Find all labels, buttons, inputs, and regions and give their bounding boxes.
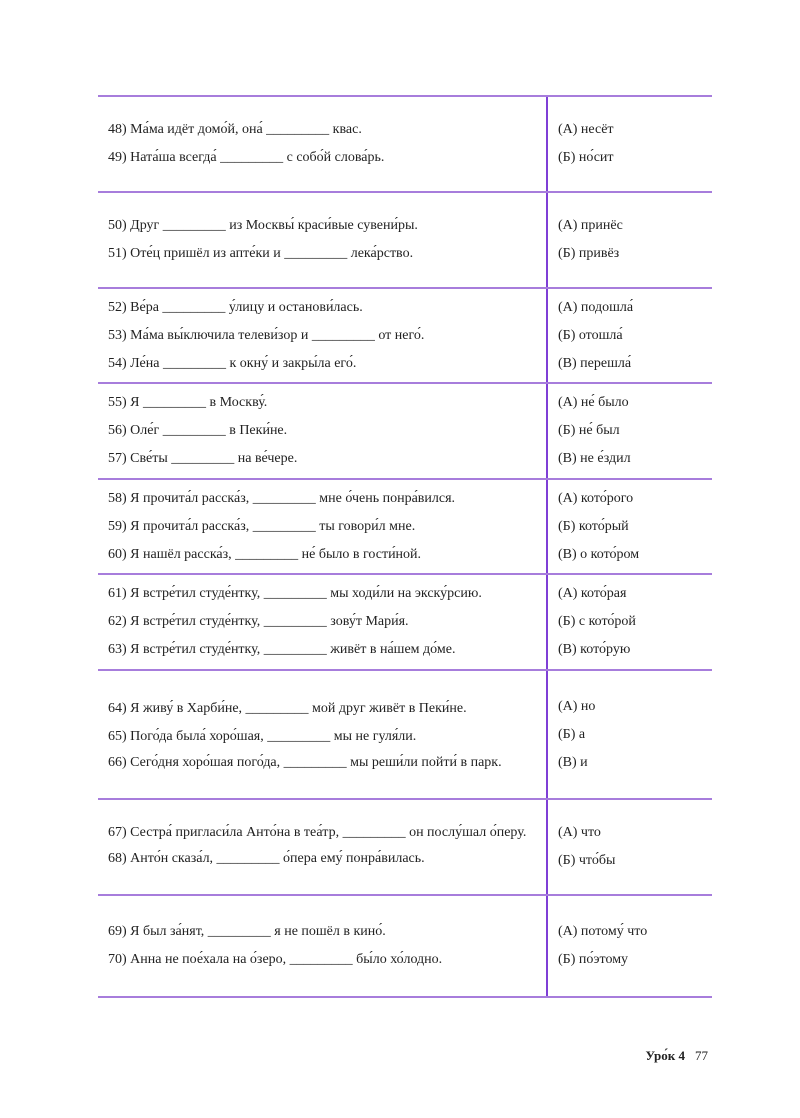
question-item: 68) Анто́н сказа́л, _________ о́пера ему́ понра́вилась. (108, 851, 425, 866)
questions-column (98, 575, 546, 669)
options-column (546, 575, 712, 669)
exercise-block (98, 798, 712, 894)
answer-option: (А) несёт (558, 122, 614, 137)
exercise-block (98, 573, 712, 669)
exercise-block (98, 191, 712, 287)
question-item: 60) Я нашёл расска́з, _________ не́ было в гости́ной. (108, 546, 422, 562)
question-item: 61) Я встре́тил студе́нтку, _________ мы ходи́ли на экску́рсию. (108, 586, 482, 601)
lesson-label: Уро́к 4 (645, 1048, 685, 1063)
answer-option: (А) не́ было (558, 395, 629, 410)
answer-option: (А) кото́рого (558, 490, 634, 506)
options-column (546, 97, 712, 191)
exercise-block (98, 382, 712, 478)
options-column (546, 289, 712, 382)
answer-option: (В) перешла́ (558, 355, 632, 371)
question-item: 64) Я живу́ в Харби́не, _________ мой друг живёт в Пеки́не. (108, 700, 467, 716)
exercise-block (98, 287, 712, 382)
options-column (546, 193, 712, 287)
answer-option: (А) кото́рая (558, 586, 627, 601)
question-item: 51) Оте́ц пришёл из апте́ки и _________ лека́рство. (108, 246, 414, 261)
question-item: 55) Я _________ в Москву́. (108, 395, 268, 410)
question-item: 66) Сего́дня хоро́шая пого́да, _________ мы реши́ли пойти́ в парк. (108, 754, 502, 770)
questions-column (98, 384, 546, 478)
answer-option: (Б) кото́рый (558, 518, 629, 534)
options-column (546, 896, 712, 996)
answer-option: (В) не е́здил (558, 451, 631, 466)
question-item: 59) Я прочита́л расска́з, _________ ты говори́л мне. (108, 518, 416, 534)
question-item: 58) Я прочита́л расска́з, _________ мне о́чень понра́вился. (108, 490, 456, 506)
question-item: 70) Анна не пое́хала на о́зеро, _________ бы́ло хо́лодно. (108, 952, 443, 967)
answer-option: (Б) с кото́рой (558, 614, 636, 629)
questions-column (98, 480, 546, 573)
answer-option: (Б) отошла́ (558, 327, 623, 343)
options-column (546, 800, 712, 894)
options-column (546, 480, 712, 573)
options-column (546, 671, 712, 798)
answer-option: (Б) что́бы (558, 853, 616, 868)
question-item: 67) Сестра́ пригласи́ла Анто́на в теа́тр, _________ он послу́шал о́перу. (108, 825, 527, 840)
questions-column (98, 193, 546, 287)
answer-option: (А) потому́ что (558, 924, 648, 939)
answer-option: (В) кото́рую (558, 642, 631, 657)
exercise-block (98, 95, 712, 191)
answer-option: (А) принёс (558, 218, 623, 233)
question-item: 54) Ле́на _________ к окну́ и закры́ла его́. (108, 355, 357, 371)
exercise-table (98, 95, 712, 998)
question-item: 56) Оле́г _________ в Пеки́не. (108, 423, 288, 438)
exercise-block (98, 669, 712, 798)
answer-option: (А) подошла́ (558, 299, 634, 315)
answer-option: (Б) не́ был (558, 423, 620, 438)
question-item: 57) Све́ты _________ на ве́чере. (108, 451, 298, 466)
questions-column (98, 800, 546, 894)
question-item: 48) Ма́ма идёт домо́й, она́ _________ квас. (108, 122, 362, 137)
options-column (546, 384, 712, 478)
questions-column (98, 671, 546, 798)
questions-column (98, 289, 546, 382)
question-item: 53) Ма́ма вы́ключила телеви́зор и _________ от него́. (108, 327, 425, 343)
exercise-block (98, 478, 712, 573)
question-item: 69) Я был за́нят, _________ я не пошёл в кино́. (108, 924, 386, 939)
question-item: 52) Ве́ра _________ у́лицу и останови́лась. (108, 299, 363, 315)
questions-column (98, 896, 546, 996)
questions-column (98, 97, 546, 191)
answer-option: (Б) привёз (558, 246, 620, 261)
answer-option: (Б) но́сит (558, 150, 614, 165)
question-item: 62) Я встре́тил студе́нтку, _________ зову́т Мари́я. (108, 614, 409, 629)
answer-option: (Б) по́этому (558, 952, 629, 967)
page-footer (646, 1048, 708, 1064)
page-number: 77 (695, 1048, 708, 1063)
answer-option: (А) что (558, 825, 601, 840)
answer-option: (Б) а (558, 726, 586, 742)
exercise-block (98, 894, 712, 998)
question-item: 63) Я встре́тил студе́нтку, _________ живёт в на́шем до́ме. (108, 642, 456, 657)
answer-option: (В) о кото́ром (558, 546, 640, 562)
answer-option: (А) но (558, 698, 596, 714)
answer-option: (В) и (558, 754, 588, 770)
question-item: 65) Пого́да была́ хоро́шая, _________ мы не гуля́ли. (108, 728, 417, 744)
question-item: 50) Друг _________ из Москвы́ краси́вые сувени́ры. (108, 218, 418, 233)
question-item: 49) Ната́ша всегда́ _________ с собо́й слова́рь. (108, 150, 385, 165)
